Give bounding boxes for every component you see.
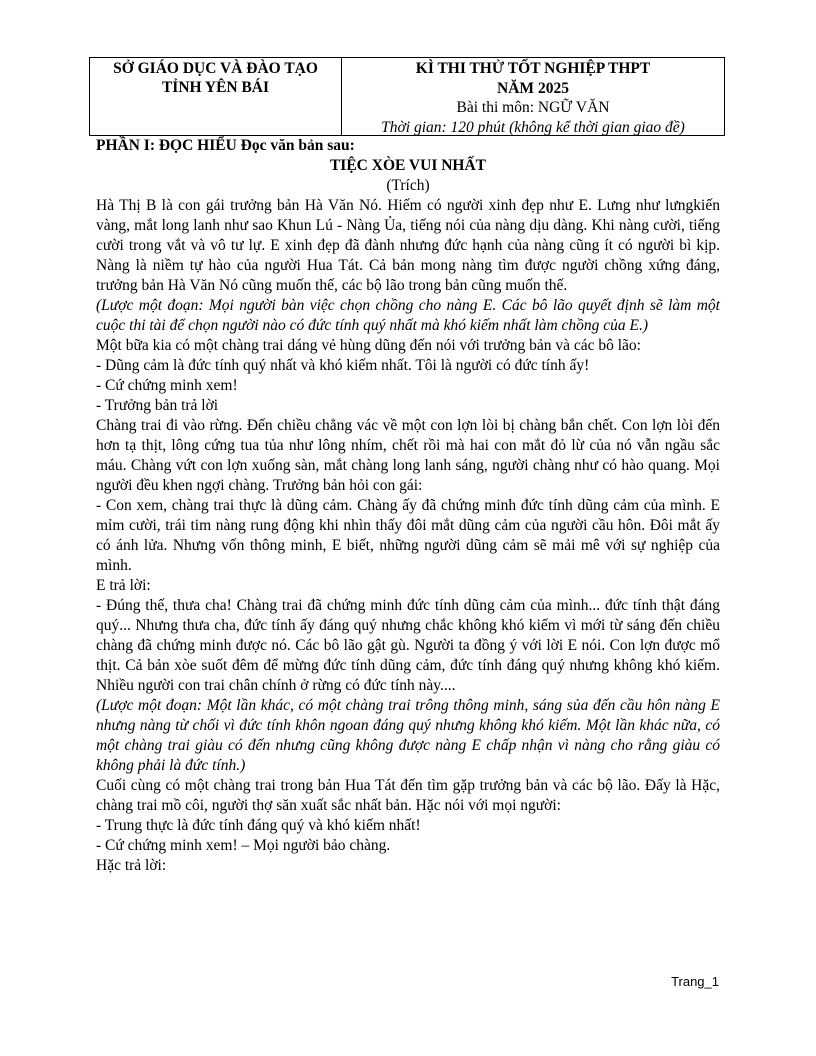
exam-title: KÌ THI THỬ TỐT NGHIỆP THPT	[415, 60, 651, 77]
dialogue-line: - Trung thực là đức tính đáng quý và khó kiếm nhất!	[96, 817, 421, 834]
paragraph: Hà Thị B là con gái trưởng bản Hà Văn Nó. Hiếm có người xinh đẹp như E. Lưng như lưngkiến vàng, mắt long lanh như sao Khun Lú - Nàng Ủa, tiếng nói của nàng dịu dàng. Khi nàng cười, tiếng cười trong vắt và vô tư lự. E xinh đẹp đã đành nhưng đức hạnh của nàng cũng ít có người bì kịp. Nàng là niềm tự hào của người Hua Tát. Cả bản mong nàng tìm được người chồng xứng đáng, trưởng bản Hà Văn Nó cũng muốn thế, các bộ lão trong bản cũng muốn thế.	[96, 197, 720, 294]
paragraph: Một bữa kia có một chàng trai dáng vẻ hùng dũng đến nói với trưởng bản và các bô lão:	[96, 337, 641, 354]
dialogue-line: - Cứ chứng minh xem!	[96, 377, 238, 394]
issuer-department: SỞ GIÁO DỤC VÀ ĐÀO TẠO	[113, 60, 318, 77]
paragraph: Hặc trả lời:	[96, 857, 167, 874]
exam-year: NĂM 2025	[497, 79, 569, 97]
story-subtitle: (Trích)	[386, 177, 430, 194]
paragraph: Cuối cùng có một chàng trai trong bản Hua Tát đến tìm gặp trưởng bản và các bộ lão. Đấy là Hặc, chàng trai mồ côi, người thợ săn xuất sắc nhất bản. Hặc nói với mọi người:	[96, 777, 720, 814]
reading-passage	[96, 136, 720, 876]
issuer-cell	[90, 58, 342, 135]
issuer-province: TỈNH YÊN BÁI	[161, 79, 270, 96]
omitted-note: (Lược một đoạn: Một lần khác, có một chàng trai trông thông minh, sáng sủa đến cầu hôn nàng E nhưng nàng từ chối vì đức tính khôn ngoan đáng quý nhưng không khó kiếm. Một lần khác nữa, có một chàng trai giàu có đến nhưng cũng không được nàng E chấp nhận vì nàng cho rằng giàu có không phải là đức tính.)	[96, 697, 720, 774]
paragraph: Chàng trai đi vào rừng. Đến chiều chẳng vác về một con lợn lòi bị chàng bắn chết. Con lợn lòi đến hơn tạ thịt, lông cứng tua tủa như lông nhím, chết rồi mà hai con mắt đỏ lừ của nó vẫn ngầu sắc máu. Chàng vứt con lợn xuống sàn, mắt chàng long lanh sáng, người chàng như có hào quang. Mọi người đều khen ngợi chàng. Trưởng bản hỏi con gái:	[96, 417, 720, 494]
exam-info-cell	[342, 58, 724, 135]
exam-header-table	[89, 57, 725, 136]
dialogue-line: - Con xem, chàng trai thực là dũng cảm. Chàng ấy đã chứng minh đức tính dũng cảm của mình. E mỉm cười, trái tim nàng rung động khi nhìn thấy đôi mắt dũng cảm của người cầu hôn. Đôi mắt ấy có ánh lửa. Nhưng vốn thông minh, E biết, những người dũng cảm sẽ mải mê với sự nghiệp của mình.	[96, 497, 720, 574]
page-number: Trang_1	[671, 974, 719, 989]
dialogue-line: - Trưởng bản trả lời	[96, 397, 219, 414]
section-heading: PHẦN I: ĐỌC HIỂU Đọc văn bản sau:	[96, 137, 355, 154]
exam-duration: Thời gian: 120 phút (không kể thời gian giao đề)	[381, 118, 685, 136]
dialogue-line: - Đúng thế, thưa cha! Chàng trai đã chứng minh đức tính dũng cảm của mình... đức tính thật đáng quý... Nhưng thưa cha, đức tính ấy đáng quý nhưng chắc không khó kiếm vì mới từ sáng đến chiều chàng đã chứng minh được nó. Các bô lão gật gù. Người ta đồng ý với lời E nói. Con lợn được mổ thịt. Cả bản xòe suốt đêm để mừng đức tính dũng cảm, đức tính đáng quý nhưng không khó kiếm. Nhiều người con trai chân chính ở rừng có đức tính này....	[96, 597, 720, 694]
exam-subject: Bài thi môn: NGỮ VĂN	[456, 99, 610, 116]
paragraph: E trả lời:	[96, 577, 151, 594]
dialogue-line: - Cứ chứng minh xem! – Mọi người bảo chàng.	[96, 837, 391, 854]
omitted-note: (Lược một đoạn: Mọi người bàn việc chọn chồng cho nàng E. Các bô lão quyết định sẽ làm một cuộc thi tài để chọn người nào có đức tính quý nhất mà khó kiếm nhất làm chồng của E.)	[96, 297, 720, 334]
dialogue-line: - Dũng cảm là đức tính quý nhất và khó kiếm nhất. Tôi là người có đức tính ấy!	[96, 357, 590, 374]
story-title: TIỆC XÒE VUI NHẤT	[329, 157, 487, 174]
